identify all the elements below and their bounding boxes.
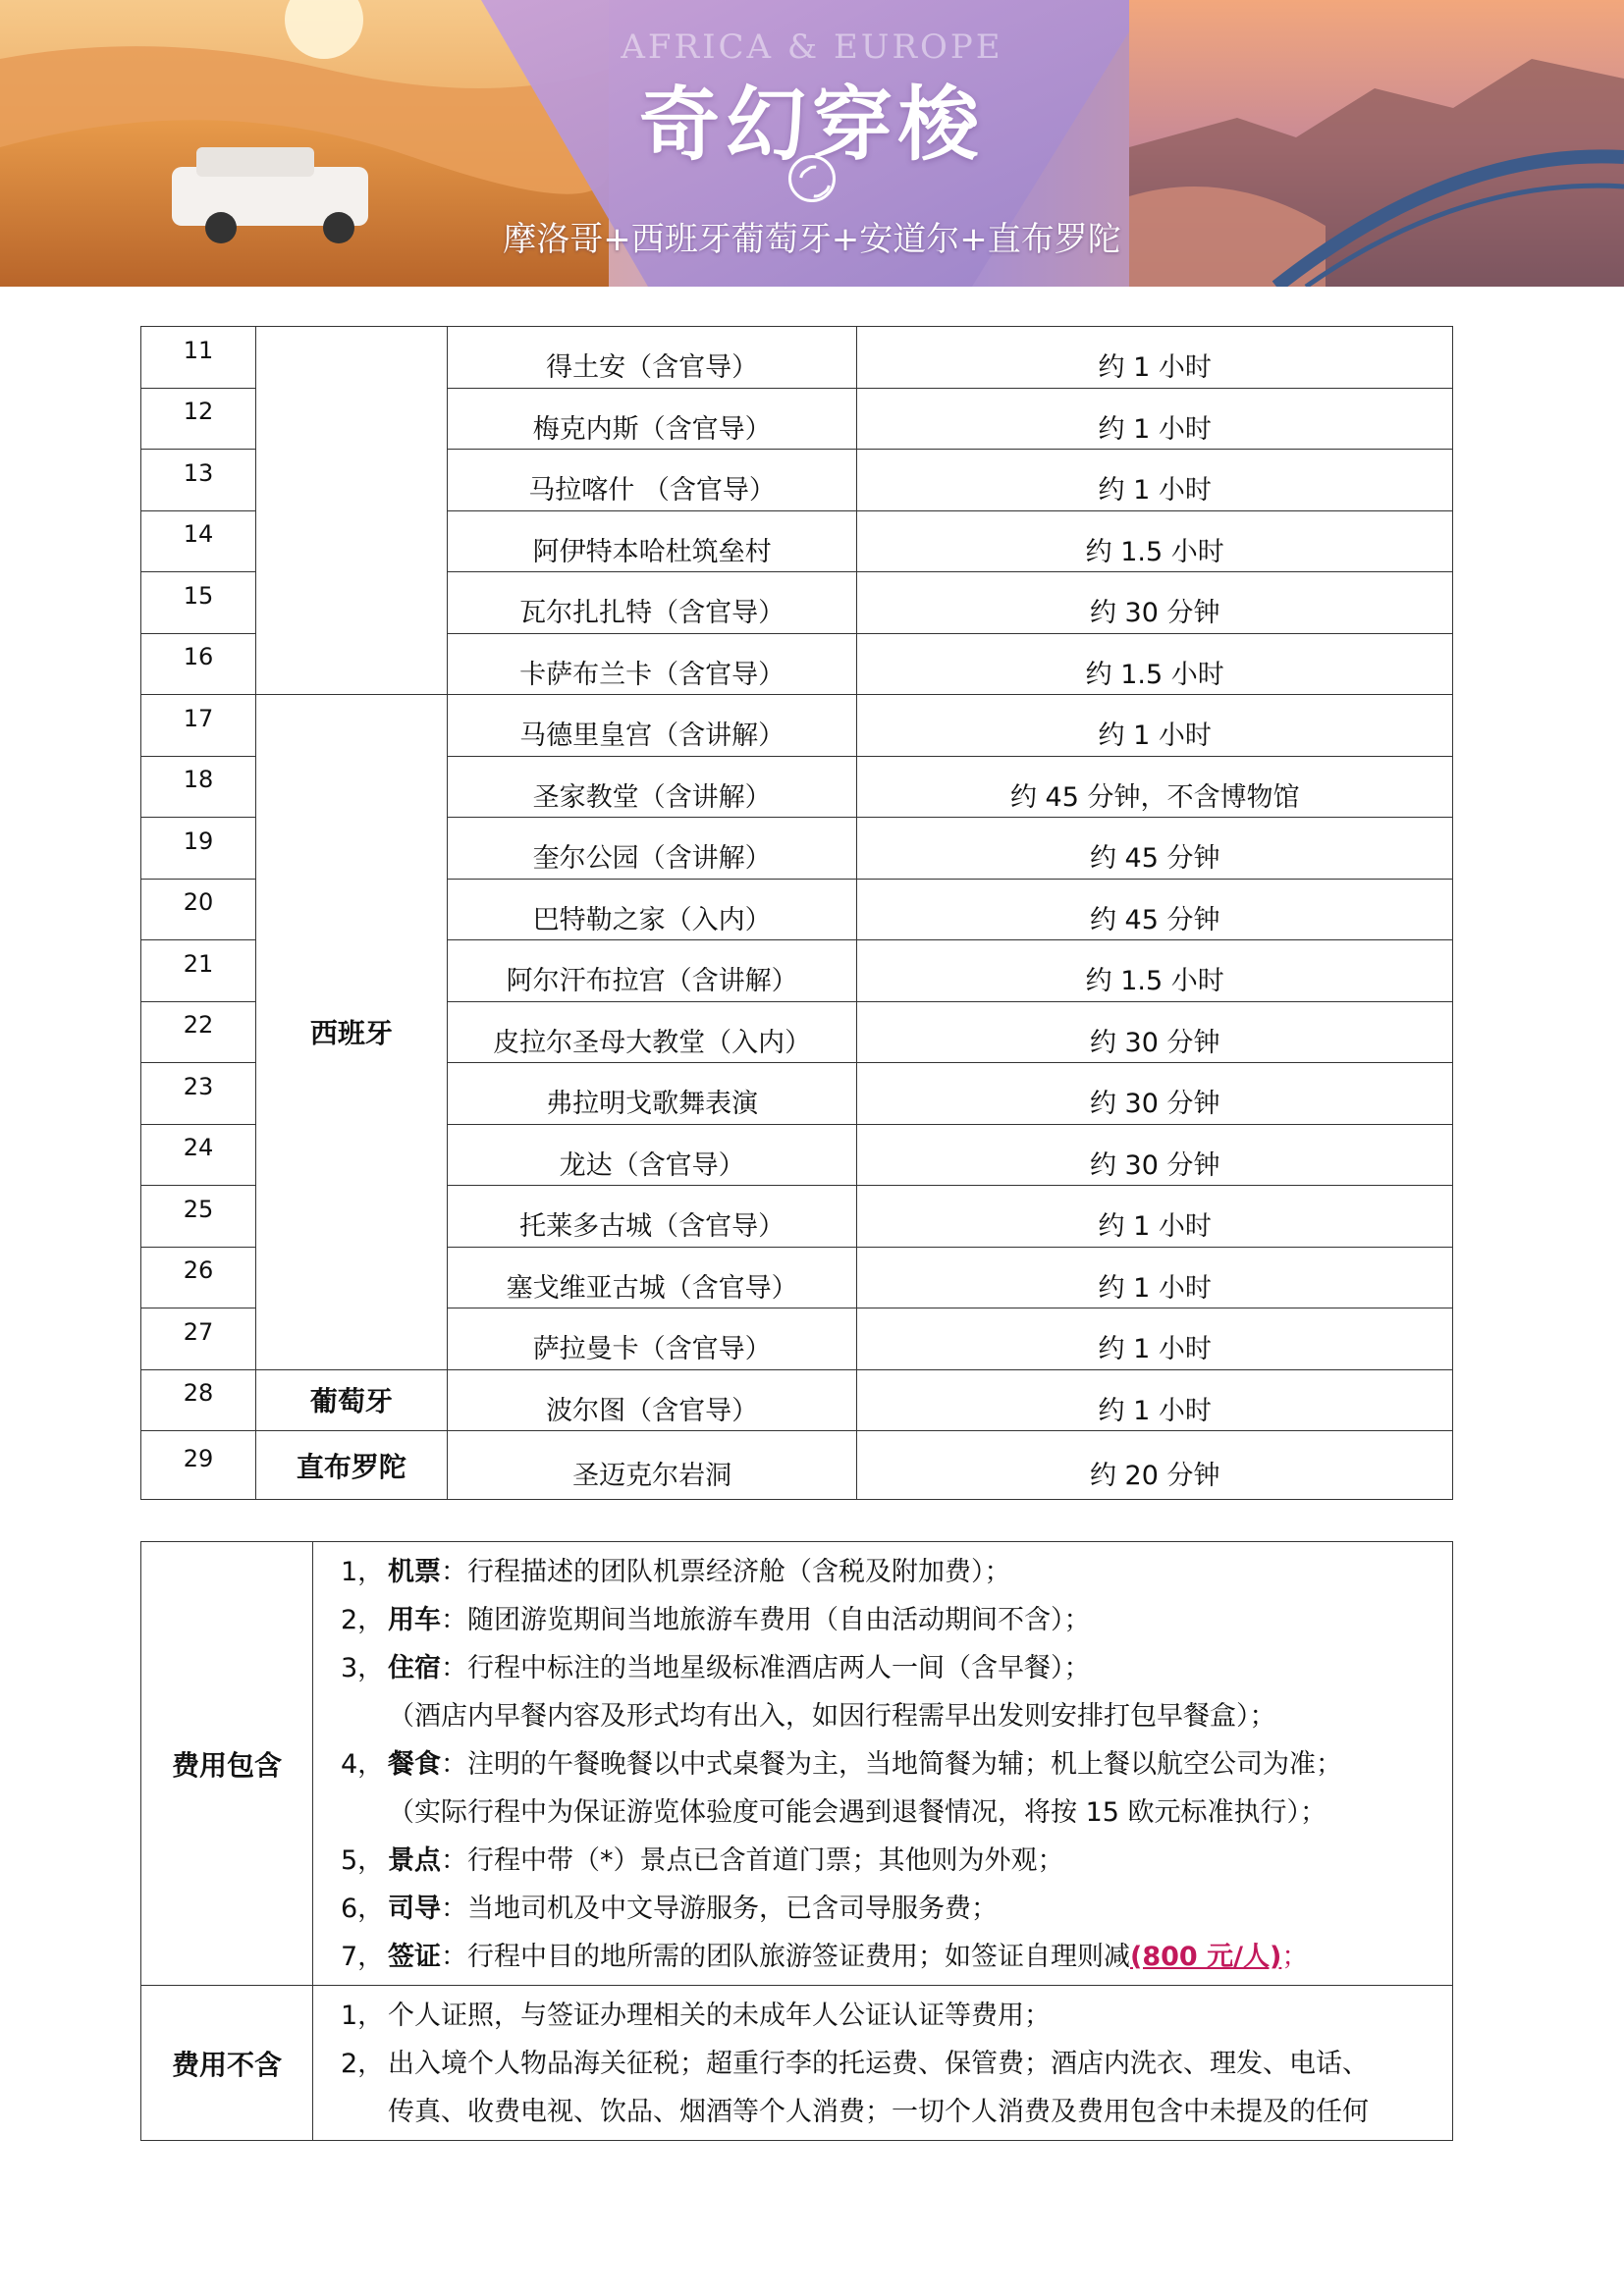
site-name: 卡萨布兰卡（含官导） bbox=[447, 633, 857, 695]
banner-route: 摩洛哥+西班牙葡萄牙+安道尔+直布罗陀 bbox=[503, 220, 1121, 259]
site-duration: 约 45 分钟，不含博物馆 bbox=[857, 756, 1453, 818]
site-duration: 约 1 小时 bbox=[857, 1186, 1453, 1248]
fees-included-label: 费用包含 bbox=[141, 1542, 313, 1986]
site-duration: 约 1 小时 bbox=[857, 1369, 1453, 1431]
site-number: 28 bbox=[141, 1369, 256, 1431]
fee-line-key: 用车 bbox=[388, 1605, 441, 1635]
fee-line-text: ：行程中标注的当地星级标准酒店两人一间（含早餐）； bbox=[441, 1653, 1091, 1683]
site-number: 29 bbox=[141, 1431, 256, 1500]
site-number: 25 bbox=[141, 1186, 256, 1248]
banner-english-title: AFRICA & EUROPE bbox=[621, 27, 1003, 67]
fee-line bbox=[341, 2088, 1452, 2136]
site-name: 波尔图（含官导） bbox=[447, 1369, 857, 1431]
site-number: 22 bbox=[141, 1001, 256, 1063]
fee-line-text: ：行程中带（*）景点已含首道门票；其他则为外观； bbox=[441, 1845, 1064, 1876]
fee-line-text: ：注明的午餐晚餐以中式桌餐为主，当地简餐为辅；机上餐以航空公司为准； bbox=[441, 1749, 1342, 1780]
site-name: 马德里皇宫（含讲解） bbox=[447, 695, 857, 757]
fee-line-text: （酒店内早餐内容及形式均有出入，如因行程需早出发则安排打包早餐盒）； bbox=[388, 1701, 1276, 1732]
site-name: 得土安（含官导） bbox=[447, 327, 857, 389]
site-number: 14 bbox=[141, 510, 256, 572]
fee-line bbox=[341, 1740, 1452, 1789]
country-cell: 西班牙 bbox=[255, 695, 447, 1370]
sites-table bbox=[140, 326, 1453, 1500]
country-cell bbox=[255, 327, 447, 695]
fee-line-key: 景点 bbox=[388, 1845, 441, 1876]
site-name: 圣迈克尔岩洞 bbox=[447, 1431, 857, 1500]
fee-line bbox=[341, 1933, 1452, 1981]
fee-line-text: ：行程中目的地所需的团队旅游签证费用；如签证自理则减 bbox=[441, 1942, 1130, 1972]
site-duration: 约 30 分钟 bbox=[857, 1063, 1453, 1125]
site-name: 皮拉尔圣母大教堂（入内） bbox=[447, 1001, 857, 1063]
site-duration: 约 1 小时 bbox=[857, 1308, 1453, 1370]
fee-line-text: 个人证照，与签证办理相关的未成年人公证认证等费用； bbox=[388, 2001, 1051, 2031]
site-number: 16 bbox=[141, 633, 256, 695]
site-number: 17 bbox=[141, 695, 256, 757]
fees-included-row bbox=[141, 1542, 1453, 1986]
fee-line-text: ：行程描述的团队机票经济舱（含税及附加费）； bbox=[441, 1557, 1011, 1587]
site-duration: 约 20 分钟 bbox=[857, 1431, 1453, 1500]
site-name: 马拉喀什 （含官导） bbox=[447, 450, 857, 511]
site-duration: 约 1 小时 bbox=[857, 388, 1453, 450]
site-duration: 约 1 小时 bbox=[857, 450, 1453, 511]
fee-line bbox=[341, 1885, 1452, 1933]
site-duration: 约 1.5 小时 bbox=[857, 940, 1453, 1002]
fee-line bbox=[341, 1789, 1452, 1837]
fee-line-number: 3， bbox=[341, 1653, 385, 1683]
site-number: 26 bbox=[141, 1247, 256, 1308]
site-duration: 约 1.5 小时 bbox=[857, 633, 1453, 695]
site-number: 18 bbox=[141, 756, 256, 818]
fees-table bbox=[140, 1541, 1453, 2141]
table-row bbox=[141, 327, 1453, 389]
site-name: 阿尔汗布拉宫（含讲解） bbox=[447, 940, 857, 1002]
fee-line bbox=[341, 1596, 1452, 1644]
fee-line bbox=[341, 1548, 1452, 1596]
fee-line-number: 1， bbox=[341, 1557, 385, 1587]
site-number: 19 bbox=[141, 818, 256, 880]
fee-line-number: 1， bbox=[341, 2001, 385, 2031]
site-name: 龙达（含官导） bbox=[447, 1124, 857, 1186]
fee-line-number: 2， bbox=[341, 2049, 385, 2079]
fees-excluded-row bbox=[141, 1986, 1453, 2141]
site-name: 瓦尔扎扎特（含官导） bbox=[447, 572, 857, 634]
fee-line-number: 2， bbox=[341, 1605, 385, 1635]
site-name: 梅克内斯（含官导） bbox=[447, 388, 857, 450]
site-number: 15 bbox=[141, 572, 256, 634]
fee-line-key: 机票 bbox=[388, 1557, 441, 1587]
site-number: 12 bbox=[141, 388, 256, 450]
fees-included-content bbox=[313, 1542, 1453, 1986]
site-number: 27 bbox=[141, 1308, 256, 1370]
site-duration: 约 45 分钟 bbox=[857, 879, 1453, 940]
site-duration: 约 1 小时 bbox=[857, 1247, 1453, 1308]
site-name: 圣家教堂（含讲解） bbox=[447, 756, 857, 818]
brand-logo-icon bbox=[788, 155, 836, 202]
fee-line-number: 5， bbox=[341, 1845, 385, 1876]
fee-line bbox=[341, 1837, 1452, 1885]
fee-line-key: 餐食 bbox=[388, 1749, 441, 1780]
site-duration: 约 1 小时 bbox=[857, 327, 1453, 389]
fee-line-key: 住宿 bbox=[388, 1653, 441, 1683]
fee-line-number: 6， bbox=[341, 1894, 385, 1924]
site-name: 萨拉曼卡（含官导） bbox=[447, 1308, 857, 1370]
fee-line bbox=[341, 1692, 1452, 1740]
fee-line-tail: ； bbox=[1281, 1942, 1309, 1972]
fee-line-text: 出入境个人物品海关征税；超重行李的托运费、保管费；酒店内洗衣、理发、电话、 bbox=[388, 2049, 1369, 2079]
fee-line bbox=[341, 1644, 1452, 1692]
site-number: 21 bbox=[141, 940, 256, 1002]
site-name: 塞戈维亚古城（含官导） bbox=[447, 1247, 857, 1308]
country-cell: 葡萄牙 bbox=[255, 1369, 447, 1431]
site-number: 24 bbox=[141, 1124, 256, 1186]
site-duration: 约 30 分钟 bbox=[857, 572, 1453, 634]
table-row bbox=[141, 1431, 1453, 1500]
site-duration: 约 30 分钟 bbox=[857, 1001, 1453, 1063]
site-name: 弗拉明戈歌舞表演 bbox=[447, 1063, 857, 1125]
fee-line-key: 司导 bbox=[388, 1894, 441, 1924]
site-number: 20 bbox=[141, 879, 256, 940]
site-name: 阿伊特本哈杜筑垒村 bbox=[447, 510, 857, 572]
country-cell: 直布罗陀 bbox=[255, 1431, 447, 1500]
site-name: 奎尔公园（含讲解） bbox=[447, 818, 857, 880]
fee-line bbox=[341, 2040, 1452, 2088]
visa-discount-highlight: (800 元/人) bbox=[1130, 1942, 1282, 1972]
header-banner bbox=[0, 0, 1624, 287]
fee-line-text: ：随团游览期间当地旅游车费用（自由活动期间不含）； bbox=[441, 1605, 1091, 1635]
fee-line-key: 签证 bbox=[388, 1942, 441, 1972]
site-number: 11 bbox=[141, 327, 256, 389]
fees-excluded-content bbox=[313, 1986, 1453, 2141]
banner-title: 奇幻穿梭 bbox=[638, 78, 985, 172]
site-name: 托莱多古城（含官导） bbox=[447, 1186, 857, 1248]
site-duration: 约 30 分钟 bbox=[857, 1124, 1453, 1186]
fee-line-text: 传真、收费电视、饮品、烟酒等个人消费；一切个人消费及费用包含中未提及的任何 bbox=[388, 2097, 1369, 2127]
table-row bbox=[141, 695, 1453, 757]
site-duration: 约 1.5 小时 bbox=[857, 510, 1453, 572]
fee-line-number: 4， bbox=[341, 1749, 385, 1780]
table-row bbox=[141, 1369, 1453, 1431]
site-number: 23 bbox=[141, 1063, 256, 1125]
fee-line-text: ：当地司机及中文导游服务，已含司导服务费； bbox=[441, 1894, 998, 1924]
fees-excluded-label: 费用不含 bbox=[141, 1986, 313, 2141]
fee-line-number: 7， bbox=[341, 1942, 385, 1972]
site-duration: 约 1 小时 bbox=[857, 695, 1453, 757]
site-duration: 约 45 分钟 bbox=[857, 818, 1453, 880]
fee-line bbox=[341, 1992, 1452, 2040]
site-name: 巴特勒之家（入内） bbox=[447, 879, 857, 940]
site-number: 13 bbox=[141, 450, 256, 511]
fee-line-text: （实际行程中为保证游览体验度可能会遇到退餐情况，将按 15 欧元标准执行）； bbox=[388, 1797, 1327, 1828]
